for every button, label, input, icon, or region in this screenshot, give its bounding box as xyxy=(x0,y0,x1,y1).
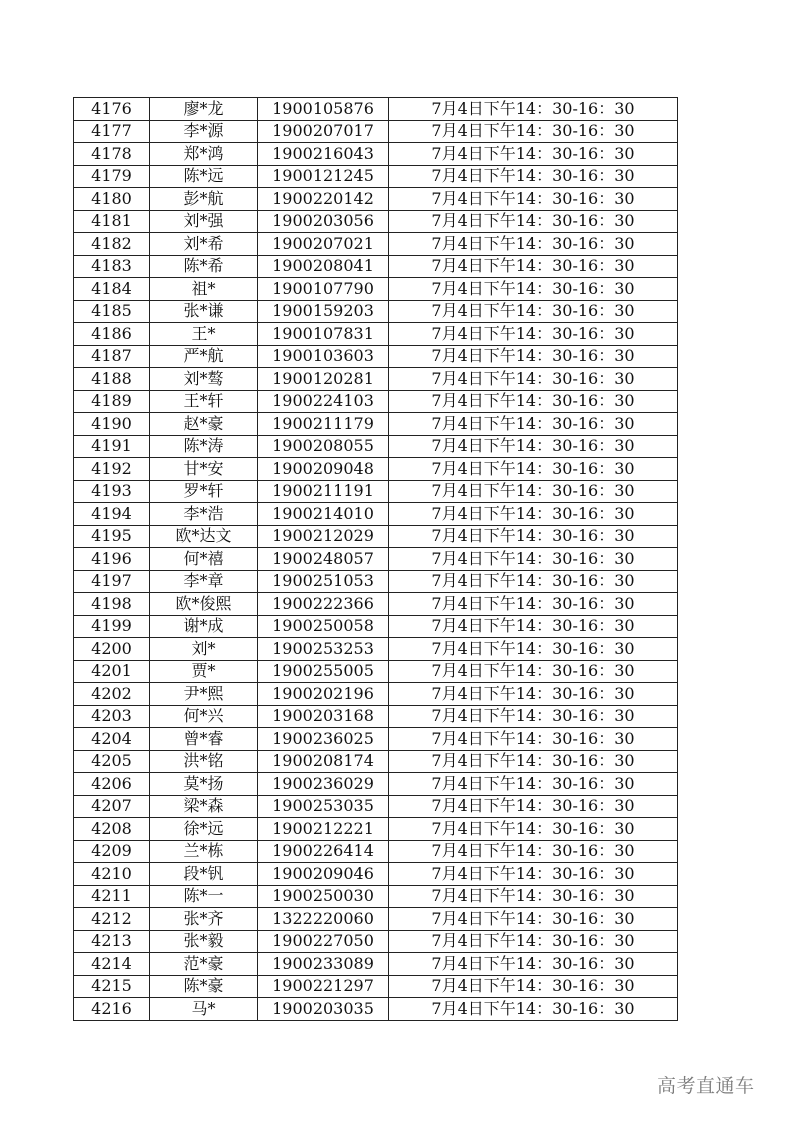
exam-time-cell: 7月4日下午14：30-16：30 xyxy=(389,953,678,976)
table-row xyxy=(74,278,678,301)
row-number-cell: 4185 xyxy=(74,300,150,323)
table-row xyxy=(74,503,678,526)
exam-time-cell: 7月4日下午14：30-16：30 xyxy=(389,773,678,796)
table-row xyxy=(74,300,678,323)
name-cell: 贾* xyxy=(150,660,258,683)
row-number-cell: 4207 xyxy=(74,795,150,818)
ticket-number-cell: 1900105876 xyxy=(258,98,389,121)
name-cell: 马* xyxy=(150,998,258,1021)
name-cell: 何*兴 xyxy=(150,705,258,728)
row-number-cell: 4214 xyxy=(74,953,150,976)
ticket-number-cell: 1322220060 xyxy=(258,908,389,931)
name-cell: 严*航 xyxy=(150,345,258,368)
ticket-number-cell: 1900202196 xyxy=(258,683,389,706)
name-cell: 张*谦 xyxy=(150,300,258,323)
ticket-number-cell: 1900203056 xyxy=(258,210,389,233)
name-cell: 张*毅 xyxy=(150,930,258,953)
name-cell: 王* xyxy=(150,323,258,346)
table-row xyxy=(74,525,678,548)
row-number-cell: 4195 xyxy=(74,525,150,548)
row-number-cell: 4215 xyxy=(74,975,150,998)
exam-time-cell: 7月4日下午14：30-16：30 xyxy=(389,210,678,233)
name-cell: 范*豪 xyxy=(150,953,258,976)
table-row xyxy=(74,345,678,368)
name-cell: 王*轩 xyxy=(150,390,258,413)
ticket-number-cell: 1900226414 xyxy=(258,840,389,863)
row-number-cell: 4191 xyxy=(74,435,150,458)
exam-time-cell: 7月4日下午14：30-16：30 xyxy=(389,233,678,256)
ticket-number-cell: 1900203168 xyxy=(258,705,389,728)
row-number-cell: 4211 xyxy=(74,885,150,908)
ticket-number-cell: 1900121245 xyxy=(258,165,389,188)
row-number-cell: 4213 xyxy=(74,930,150,953)
exam-time-cell: 7月4日下午14：30-16：30 xyxy=(389,143,678,166)
name-cell: 何*禧 xyxy=(150,548,258,571)
name-cell: 张*齐 xyxy=(150,908,258,931)
table-row xyxy=(74,660,678,683)
name-cell: 李*浩 xyxy=(150,503,258,526)
table-row xyxy=(74,863,678,886)
ticket-number-cell: 1900236029 xyxy=(258,773,389,796)
name-cell: 赵*豪 xyxy=(150,413,258,436)
name-cell: 彭*航 xyxy=(150,188,258,211)
table-row xyxy=(74,98,678,121)
table-row xyxy=(74,975,678,998)
exam-time-cell: 7月4日下午14：30-16：30 xyxy=(389,593,678,616)
ticket-number-cell: 1900222366 xyxy=(258,593,389,616)
row-number-cell: 4192 xyxy=(74,458,150,481)
name-cell: 洪*铭 xyxy=(150,750,258,773)
exam-time-cell: 7月4日下午14：30-16：30 xyxy=(389,908,678,931)
ticket-number-cell: 1900212221 xyxy=(258,818,389,841)
row-number-cell: 4177 xyxy=(74,120,150,143)
row-number-cell: 4199 xyxy=(74,615,150,638)
exam-time-cell: 7月4日下午14：30-16：30 xyxy=(389,683,678,706)
schedule-table xyxy=(73,97,678,1021)
ticket-number-cell: 1900207021 xyxy=(258,233,389,256)
name-cell: 廖*龙 xyxy=(150,98,258,121)
table-row xyxy=(74,458,678,481)
watermark-text: 高考直通车 xyxy=(657,1075,755,1097)
name-cell: 陈*豪 xyxy=(150,975,258,998)
table-row xyxy=(74,323,678,346)
row-number-cell: 4201 xyxy=(74,660,150,683)
row-number-cell: 4183 xyxy=(74,255,150,278)
exam-time-cell: 7月4日下午14：30-16：30 xyxy=(389,885,678,908)
exam-time-cell: 7月4日下午14：30-16：30 xyxy=(389,728,678,751)
table-row xyxy=(74,435,678,458)
ticket-number-cell: 1900208041 xyxy=(258,255,389,278)
table-row xyxy=(74,638,678,661)
name-cell: 李*章 xyxy=(150,570,258,593)
name-cell: 陈*一 xyxy=(150,885,258,908)
row-number-cell: 4179 xyxy=(74,165,150,188)
name-cell: 尹*熙 xyxy=(150,683,258,706)
name-cell: 曾*睿 xyxy=(150,728,258,751)
ticket-number-cell: 1900208055 xyxy=(258,435,389,458)
row-number-cell: 4186 xyxy=(74,323,150,346)
exam-time-cell: 7月4日下午14：30-16：30 xyxy=(389,525,678,548)
ticket-number-cell: 1900203035 xyxy=(258,998,389,1021)
table-row xyxy=(74,728,678,751)
name-cell: 徐*远 xyxy=(150,818,258,841)
table-row xyxy=(74,795,678,818)
table-row xyxy=(74,750,678,773)
ticket-number-cell: 1900216043 xyxy=(258,143,389,166)
exam-time-cell: 7月4日下午14：30-16：30 xyxy=(389,548,678,571)
exam-time-cell: 7月4日下午14：30-16：30 xyxy=(389,368,678,391)
name-cell: 祖* xyxy=(150,278,258,301)
name-cell: 郑*鸿 xyxy=(150,143,258,166)
table-row xyxy=(74,255,678,278)
table-row xyxy=(74,908,678,931)
name-cell: 刘* xyxy=(150,638,258,661)
ticket-number-cell: 1900120281 xyxy=(258,368,389,391)
row-number-cell: 4180 xyxy=(74,188,150,211)
table-row xyxy=(74,143,678,166)
row-number-cell: 4188 xyxy=(74,368,150,391)
exam-time-cell: 7月4日下午14：30-16：30 xyxy=(389,255,678,278)
ticket-number-cell: 1900209048 xyxy=(258,458,389,481)
exam-time-cell: 7月4日下午14：30-16：30 xyxy=(389,998,678,1021)
exam-time-cell: 7月4日下午14：30-16：30 xyxy=(389,188,678,211)
name-cell: 李*源 xyxy=(150,120,258,143)
table-row xyxy=(74,953,678,976)
row-number-cell: 4204 xyxy=(74,728,150,751)
table-row xyxy=(74,165,678,188)
name-cell: 梁*森 xyxy=(150,795,258,818)
row-number-cell: 4189 xyxy=(74,390,150,413)
row-number-cell: 4216 xyxy=(74,998,150,1021)
exam-time-cell: 7月4日下午14：30-16：30 xyxy=(389,165,678,188)
ticket-number-cell: 1900221297 xyxy=(258,975,389,998)
row-number-cell: 4184 xyxy=(74,278,150,301)
exam-time-cell: 7月4日下午14：30-16：30 xyxy=(389,345,678,368)
schedule-sheet xyxy=(73,97,678,1021)
exam-time-cell: 7月4日下午14：30-16：30 xyxy=(389,435,678,458)
ticket-number-cell: 1900211191 xyxy=(258,480,389,503)
ticket-number-cell: 1900207017 xyxy=(258,120,389,143)
exam-time-cell: 7月4日下午14：30-16：30 xyxy=(389,390,678,413)
exam-time-cell: 7月4日下午14：30-16：30 xyxy=(389,480,678,503)
table-row xyxy=(74,188,678,211)
table-row xyxy=(74,998,678,1021)
exam-time-cell: 7月4日下午14：30-16：30 xyxy=(389,570,678,593)
name-cell: 刘*骜 xyxy=(150,368,258,391)
exam-time-cell: 7月4日下午14：30-16：30 xyxy=(389,458,678,481)
row-number-cell: 4176 xyxy=(74,98,150,121)
row-number-cell: 4212 xyxy=(74,908,150,931)
table-row xyxy=(74,705,678,728)
ticket-number-cell: 1900251053 xyxy=(258,570,389,593)
exam-time-cell: 7月4日下午14：30-16：30 xyxy=(389,930,678,953)
row-number-cell: 4198 xyxy=(74,593,150,616)
ticket-number-cell: 1900107790 xyxy=(258,278,389,301)
name-cell: 谢*成 xyxy=(150,615,258,638)
schedule-table-body xyxy=(74,98,678,1021)
table-row xyxy=(74,615,678,638)
row-number-cell: 4208 xyxy=(74,818,150,841)
table-row xyxy=(74,930,678,953)
name-cell: 陈*希 xyxy=(150,255,258,278)
ticket-number-cell: 1900212029 xyxy=(258,525,389,548)
row-number-cell: 4206 xyxy=(74,773,150,796)
row-number-cell: 4181 xyxy=(74,210,150,233)
table-row xyxy=(74,210,678,233)
row-number-cell: 4209 xyxy=(74,840,150,863)
ticket-number-cell: 1900253035 xyxy=(258,795,389,818)
ticket-number-cell: 1900220142 xyxy=(258,188,389,211)
table-row xyxy=(74,548,678,571)
row-number-cell: 4197 xyxy=(74,570,150,593)
exam-time-cell: 7月4日下午14：30-16：30 xyxy=(389,705,678,728)
row-number-cell: 4196 xyxy=(74,548,150,571)
name-cell: 陈*涛 xyxy=(150,435,258,458)
exam-time-cell: 7月4日下午14：30-16：30 xyxy=(389,120,678,143)
exam-time-cell: 7月4日下午14：30-16：30 xyxy=(389,300,678,323)
table-row xyxy=(74,480,678,503)
table-row xyxy=(74,593,678,616)
name-cell: 欧*达文 xyxy=(150,525,258,548)
exam-time-cell: 7月4日下午14：30-16：30 xyxy=(389,818,678,841)
table-row xyxy=(74,390,678,413)
ticket-number-cell: 1900208174 xyxy=(258,750,389,773)
name-cell: 段*钒 xyxy=(150,863,258,886)
row-number-cell: 4193 xyxy=(74,480,150,503)
exam-time-cell: 7月4日下午14：30-16：30 xyxy=(389,638,678,661)
exam-time-cell: 7月4日下午14：30-16：30 xyxy=(389,975,678,998)
ticket-number-cell: 1900236025 xyxy=(258,728,389,751)
ticket-number-cell: 1900227050 xyxy=(258,930,389,953)
table-row xyxy=(74,840,678,863)
exam-time-cell: 7月4日下午14：30-16：30 xyxy=(389,840,678,863)
table-row xyxy=(74,233,678,256)
exam-time-cell: 7月4日下午14：30-16：30 xyxy=(389,413,678,436)
exam-time-cell: 7月4日下午14：30-16：30 xyxy=(389,323,678,346)
ticket-number-cell: 1900250058 xyxy=(258,615,389,638)
exam-time-cell: 7月4日下午14：30-16：30 xyxy=(389,795,678,818)
name-cell: 陈*远 xyxy=(150,165,258,188)
ticket-number-cell: 1900107831 xyxy=(258,323,389,346)
exam-time-cell: 7月4日下午14：30-16：30 xyxy=(389,863,678,886)
exam-time-cell: 7月4日下午14：30-16：30 xyxy=(389,750,678,773)
table-row xyxy=(74,818,678,841)
ticket-number-cell: 1900159203 xyxy=(258,300,389,323)
exam-time-cell: 7月4日下午14：30-16：30 xyxy=(389,503,678,526)
exam-time-cell: 7月4日下午14：30-16：30 xyxy=(389,615,678,638)
name-cell: 甘*安 xyxy=(150,458,258,481)
name-cell: 罗*轩 xyxy=(150,480,258,503)
ticket-number-cell: 1900209046 xyxy=(258,863,389,886)
row-number-cell: 4190 xyxy=(74,413,150,436)
ticket-number-cell: 1900253253 xyxy=(258,638,389,661)
table-row xyxy=(74,773,678,796)
exam-time-cell: 7月4日下午14：30-16：30 xyxy=(389,660,678,683)
ticket-number-cell: 1900224103 xyxy=(258,390,389,413)
exam-time-cell: 7月4日下午14：30-16：30 xyxy=(389,278,678,301)
row-number-cell: 4203 xyxy=(74,705,150,728)
table-row xyxy=(74,570,678,593)
name-cell: 兰*栋 xyxy=(150,840,258,863)
row-number-cell: 4202 xyxy=(74,683,150,706)
row-number-cell: 4178 xyxy=(74,143,150,166)
row-number-cell: 4194 xyxy=(74,503,150,526)
table-row xyxy=(74,368,678,391)
ticket-number-cell: 1900211179 xyxy=(258,413,389,436)
ticket-number-cell: 1900103603 xyxy=(258,345,389,368)
name-cell: 刘*希 xyxy=(150,233,258,256)
row-number-cell: 4200 xyxy=(74,638,150,661)
name-cell: 莫*扬 xyxy=(150,773,258,796)
ticket-number-cell: 1900248057 xyxy=(258,548,389,571)
ticket-number-cell: 1900250030 xyxy=(258,885,389,908)
table-row xyxy=(74,683,678,706)
exam-time-cell: 7月4日下午14：30-16：30 xyxy=(389,98,678,121)
ticket-number-cell: 1900233089 xyxy=(258,953,389,976)
row-number-cell: 4187 xyxy=(74,345,150,368)
ticket-number-cell: 1900214010 xyxy=(258,503,389,526)
row-number-cell: 4205 xyxy=(74,750,150,773)
name-cell: 刘*强 xyxy=(150,210,258,233)
table-row xyxy=(74,413,678,436)
ticket-number-cell: 1900255005 xyxy=(258,660,389,683)
table-row xyxy=(74,885,678,908)
name-cell: 欧*俊熙 xyxy=(150,593,258,616)
row-number-cell: 4210 xyxy=(74,863,150,886)
table-row xyxy=(74,120,678,143)
row-number-cell: 4182 xyxy=(74,233,150,256)
